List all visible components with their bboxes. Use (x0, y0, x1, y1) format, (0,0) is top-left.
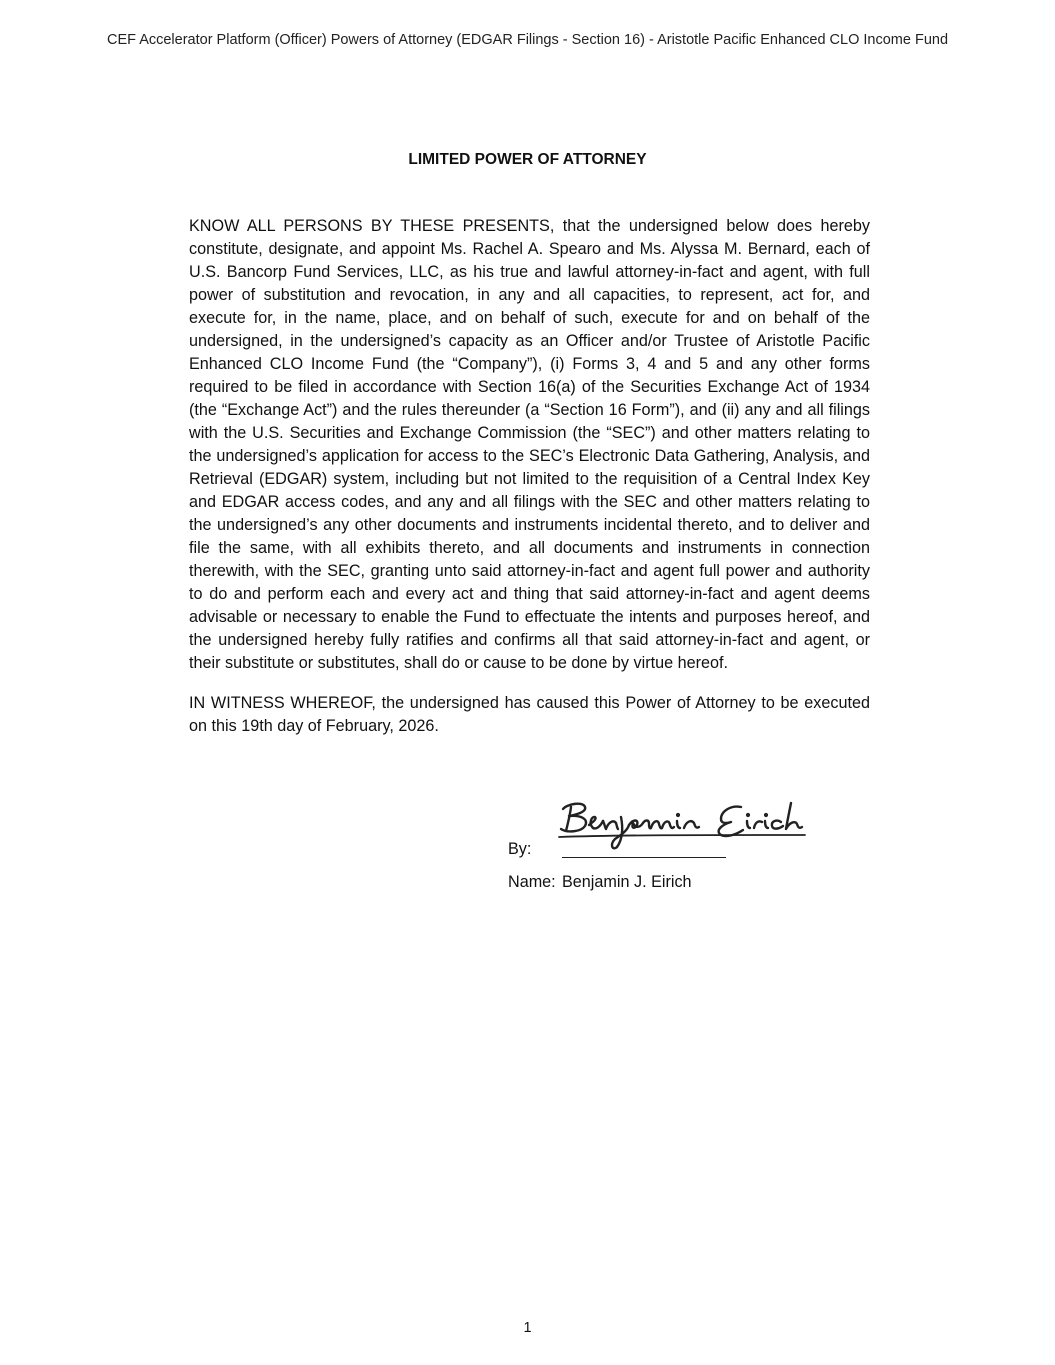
page-number: 1 (523, 1320, 532, 1336)
by-label: By: (508, 840, 532, 858)
document-body (189, 215, 870, 738)
paragraph-appointment: KNOW ALL PERSONS BY THESE PRESENTS, that the undersigned below does hereby constitute, designate, and appoint Ms. Rachel A. Spearo and Ms. Alyssa M. Bernard, each of U.S. Bancorp Fund Services, LLC, as his true and lawful attorney-in-fact and agent, with full power of substitution and revocation, in any and all capacities, to represent, act for, and execute for, in the name, place, and on behalf of such, execute for and on behalf of the undersigned, in the undersigned’s capacity as an Officer and/or Trustee of Aristotle Pacific Enhanced CLO Income Fund (the “Company”), (i) Forms 3, 4 and 5 and any other forms required to be filed in accordance with Section 16(a) of the Securities Exchange Act of 1934 (the “Exchange Act”) and the rules thereunder (a “Section 16 Form”), and (ii) any and all filings with the U.S. Securities and Exchange Commission (the “SEC”) and other matters relating to the undersigned’s application for access to the SEC’s Electronic Data Gathering, Analysis, and Retrieval (EDGAR) system, including but not limited to the requisition of a Central Index Key and EDGAR access codes, and any and all filings with the SEC and other matters relating to the undersigned’s any other documents and instruments incidental thereto, and to deliver and file the same, with all exhibits thereto, and all documents and instruments in connection therewith, with the SEC, granting unto said attorney-in-fact and agent full power and authority to do and perform each and every act and thing that said attorney-in-fact and agent deems advisable or necessary to enable the Fund to effectuate the intents and purposes hereof, and the undersigned hereby fully ratifies and confirms all that said attorney-in-fact and agent, or their substitute or substitutes, shall do or cause to be done by virtue hereof. (189, 217, 870, 672)
name-label: Name: (508, 873, 556, 891)
signature-line (562, 857, 726, 858)
paragraph-witness: IN WITNESS WHEREOF, the undersigned has caused this Power of Attorney to be executed on this 19th day of February, 2026. (189, 694, 870, 735)
signer-name: Benjamin J. Eirich (562, 873, 692, 891)
document-title: LIMITED POWER OF ATTORNEY (408, 151, 647, 168)
handwritten-signature (555, 795, 815, 855)
page-header: CEF Accelerator Platform (Officer) Powers of Attorney (EDGAR Filings - Section 16) - Aristotle Pacific Enhanced CLO Income Fund (106, 32, 949, 48)
